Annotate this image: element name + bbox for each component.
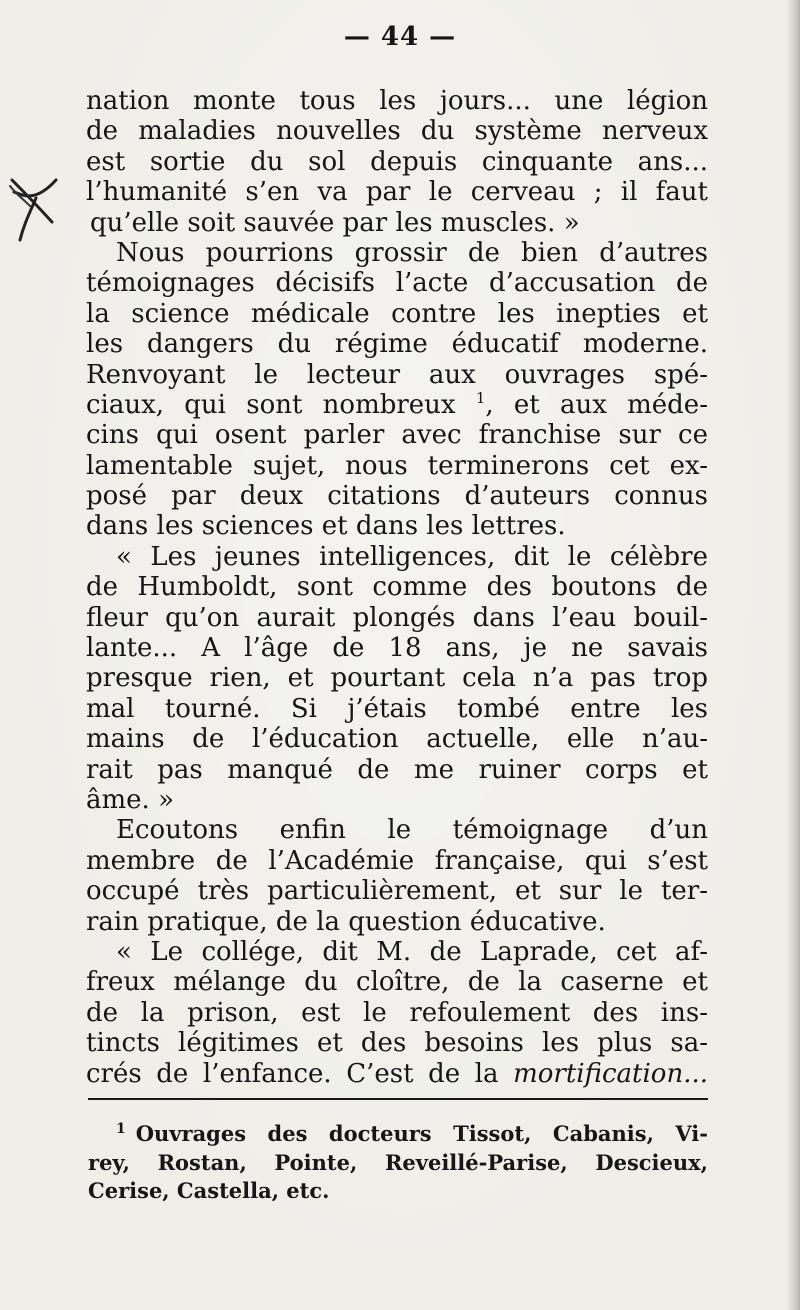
text-line: mal tourné. Si j’étais tombé entre les (86, 693, 708, 724)
text-segment: Ouvrages des docteurs Tissot, Cabanis, Vi- (135, 1121, 708, 1146)
text-line: de la prison, est le refoulement des ins- (86, 997, 708, 1028)
text-line: de maladies nouvelles du système nerveux (86, 116, 708, 147)
footnote-divider (88, 1098, 708, 1100)
text-segment: , et aux méde- (485, 389, 708, 420)
footnote-reference: 1 (475, 388, 486, 407)
text-line: « Les jeunes intelligences, dit le célèbre (116, 541, 708, 572)
text-line: lante... A l’âge de 18 ans, je ne savais (86, 633, 708, 664)
text-line: occupé très particulièrement, et sur le ter- (86, 876, 708, 907)
text-line: freux mélange du cloître, de la caserne et (86, 967, 708, 998)
handwritten-x-mark (6, 172, 62, 244)
footnote-block (88, 1120, 708, 1206)
text-line: Renvoyant le lecteur aux ouvrages spé- (86, 359, 708, 390)
text-line: cins qui osent parler avec franchise sur ce (86, 420, 708, 451)
footnote-marker: 1 (116, 1121, 126, 1137)
text-line: posé par deux citations d’auteurs connus (86, 481, 708, 512)
text-line-with-italic (86, 1059, 708, 1089)
text-line: tincts légitimes et des besoins les plus sa- (86, 1028, 708, 1059)
text-line: la science médicale contre les inepties et (86, 298, 708, 329)
text-line: fleur qu’on aurait plongés dans l’eau bouil- (86, 602, 708, 633)
text-line: Nous pourrions grossir de bien d’autres (116, 237, 708, 268)
text-line: presque rien, et pourtant cela n’a pas trop (86, 663, 708, 694)
page-gutter-shadow (786, 0, 800, 1310)
text-line: témoignages décisifs l’acte d’accusation de (86, 268, 708, 299)
text-line: nation monte tous les jours... une légion (86, 86, 708, 116)
text-line: rain pratique, de la question éducative. (86, 906, 606, 937)
text-line: l’humanité s’en va par le cerveau ; il faut (86, 177, 708, 208)
text-line: mains de l’éducation actuelle, elle n’au- (86, 724, 708, 755)
text-line: rait pas manqué de me ruiner corps et (86, 754, 708, 785)
text-line: « Le collége, dit M. de Laprade, cet af- (116, 936, 708, 967)
footnote-line: Cerise, Castella, etc. (88, 1178, 330, 1203)
text-line: qu’elle soit sauvée par les muscles. » (90, 207, 580, 238)
text-line-with-footnote-ref (86, 390, 708, 420)
text-line: Ecoutons enfin le témoignage d’un (116, 815, 708, 846)
text-segment: crés de l’enfance. C’est de la (86, 1058, 514, 1089)
text-line: est sortie du sol depuis cinquante ans... (86, 146, 708, 177)
text-segment: ciaux, qui sont nombreux (86, 389, 476, 420)
main-text-block (86, 86, 708, 1089)
italic-word: mortification... (513, 1058, 708, 1089)
footnote-line (88, 1120, 708, 1149)
text-line: de Humboldt, sont comme des boutons de (86, 572, 708, 603)
text-line: les dangers du régime éducatif moderne. (86, 329, 708, 360)
footnote-line: rey, Rostan, Pointe, Reveillé-Parise, Descieux, (88, 1149, 708, 1175)
text-line: âme. » (86, 784, 174, 815)
text-line: lamentable sujet, nous terminerons cet ex- (86, 450, 708, 481)
text-line: dans les sciences et dans les lettres. (86, 511, 566, 542)
text-line: membre de l’Académie française, qui s’est (86, 845, 708, 876)
page-number: — 44 — (343, 22, 457, 52)
